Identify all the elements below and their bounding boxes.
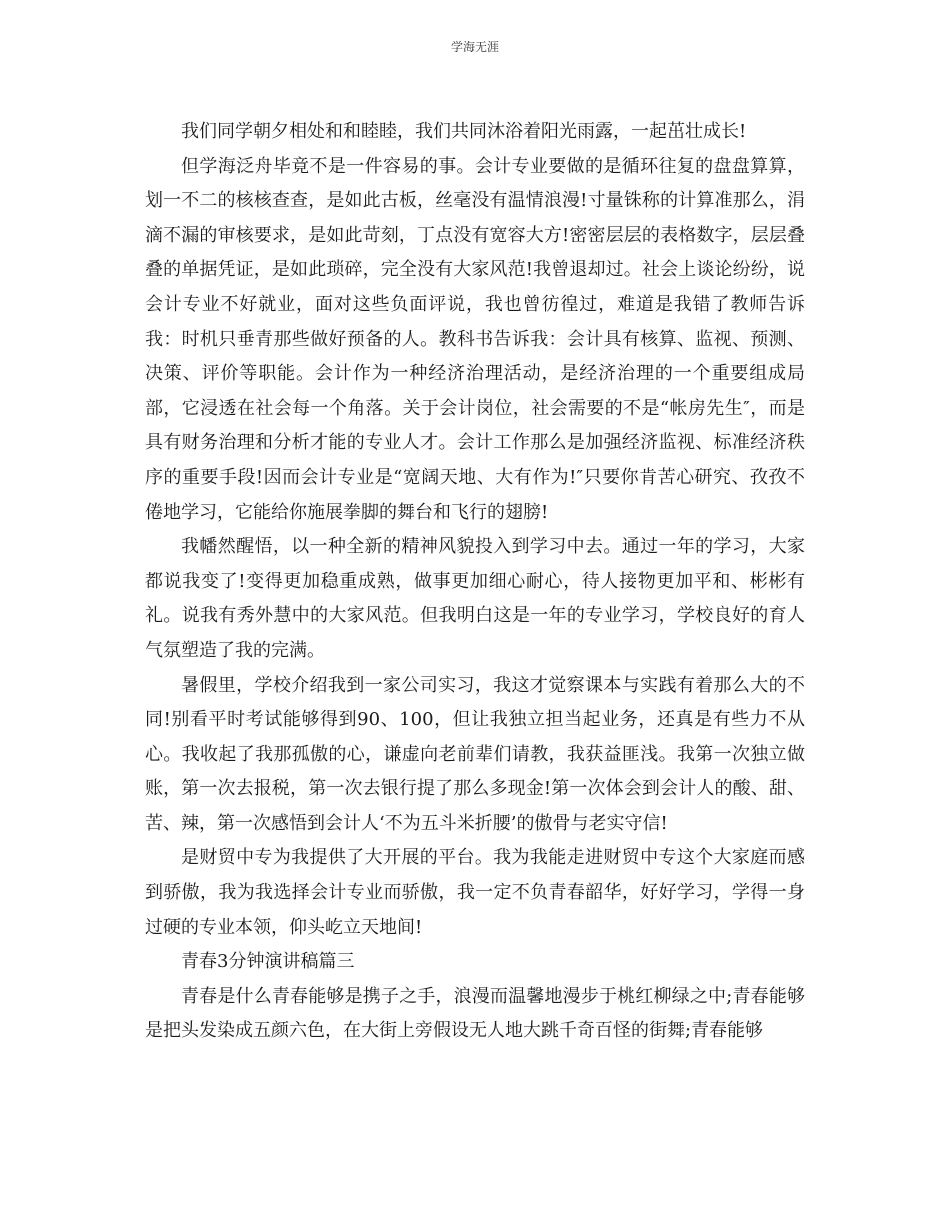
- paragraph-3: 我幡然醒悟，以一种全新的精神风貌投入到学习中去。通过一年的学习，大家都说我变了!变得更加稳重成熟，做事更加细心耐心，待人接物更加平和、彬彬有礼。说我有秀外慧中的大家风范。但我明白这是一年的专业学习，学校良好的育人气氛塑造了我的完满。: [145, 536, 805, 661]
- paragraph-2: 但学海泛舟毕竟不是一件容易的事。会计专业要做的是循环往复的盘盘算算，划一不二的核核查查，是如此古板，丝毫没有温情浪漫!寸量铢称的计算准那么，涓滴不漏的审核要求，是如此苛刻，丁点没有宽容大方!密密层层的表格数字，层层叠叠的单据凭证，是如此琐碎，完全没有大家风范!我曾退却过。社会上谈论纷纷，说会计专业不好就业，面对这些负面评说，我也曾彷徨过，难道是我错了教师告诉我：时机只垂青那些做好预备的人。教科书告诉我：会计具有核算、监视、预测、决策、评价等职能。会计作为一种经济治理活动，是经济治理的一个重要组成局部，它浸透在社会每一个角落。关于会计岗位，社会需要的不是“帐房先生″，而是具有财务治理和分析才能的专业人才。会计工作那么是加强经济监视、标准经济秩序的重要手段!因而会计专业是“宽阔天地、大有作为!″只要你肯苦心研究、孜孜不倦地学习，它能给你施展拳脚的舞台和飞行的翅膀!: [145, 155, 805, 523]
- section-heading: 青春3分钟演讲稿篇三: [181, 951, 355, 973]
- page-header: 学海无涯: [450, 40, 499, 54]
- paragraph-4: 暑假里，学校介绍我到一家公司实习，我这才觉察课本与实践有着那么大的不同!别看平时考试能够得到90、100，但让我独立担当起业务，还真是有些力不从心。我收起了我那孤傲的心，谦虚向老前辈们请教，我获益匪浅。我第一次独立做账，第一次去报税，第一次去银行提了那么多现金!第一次体会到会计人的酸、甜、苦、辣，第一次感悟到会计人‘不为五斗米折腰’的傲骨与老实守信!: [145, 674, 805, 834]
- paragraph-6: 青春是什么青春能够是携子之手，浪漫而温馨地漫步于桃红柳绿之中;青春能够是把头发染成五颜六色，在大街上旁假设无人地大跳千奇百怪的街舞;青春能够: [145, 985, 805, 1042]
- paragraph-5: 是财贸中专为我提供了大开展的平台。我为我能走进财贸中专这个大家庭而感到骄傲，我为我选择会计专业而骄傲，我一定不负青春韶华，好好学习，学得一身过硬的专业本领，仰头屹立天地间!: [145, 847, 805, 938]
- document-body: [145, 115, 805, 1049]
- paragraph-1: 我们同学朝夕相处和和睦睦，我们共同沐浴着阳光雨露，一起茁壮成长!: [181, 121, 747, 142]
